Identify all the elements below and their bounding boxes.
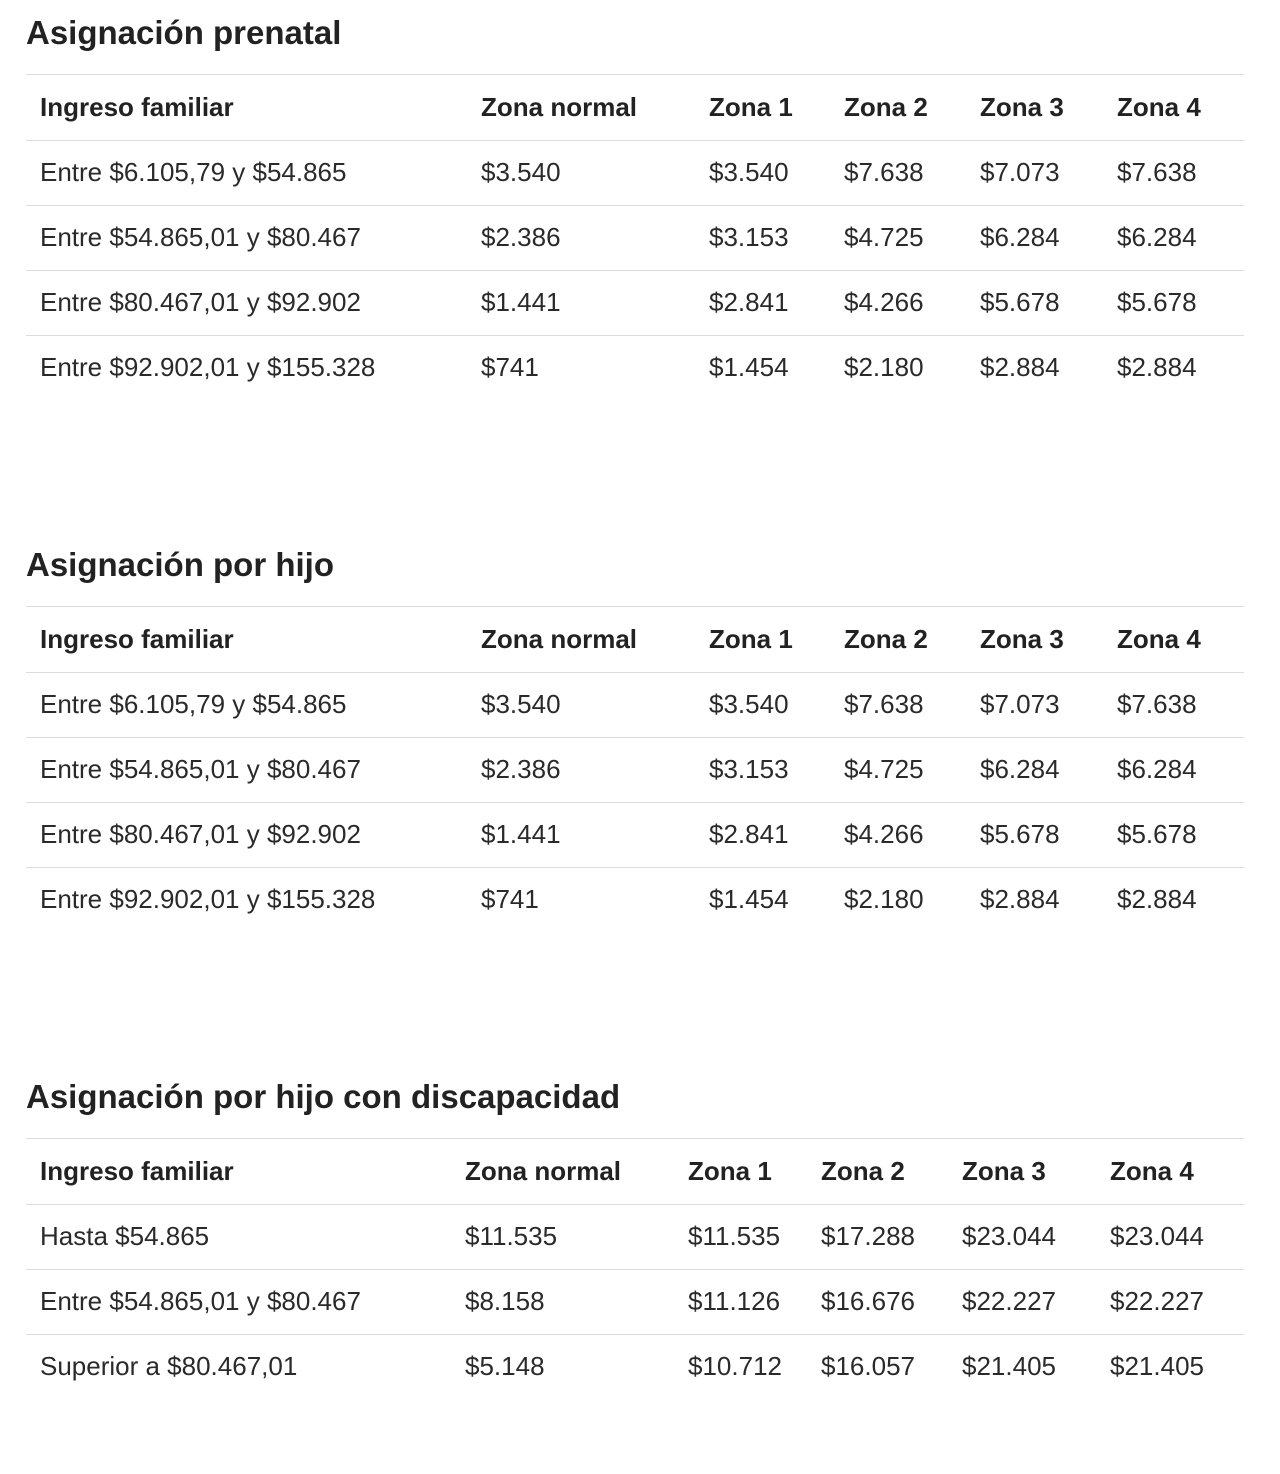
cell-zona-normal: $5.148 [465,1351,545,1382]
cell-zona-4: $5.678 [1103,270,1244,335]
cell-ingreso: Entre $54.865,01 y $80.467 [26,1269,451,1334]
cell-zona-4: $5.678 [1103,802,1244,867]
table-row [26,140,1244,205]
header-zona-3: Zona 3 [948,1139,1096,1204]
header-zona-3: Zona 3 [966,607,1103,672]
allowance-table [26,1139,1244,1399]
table-row [26,205,1244,270]
header-zona-1: Zona 1 [695,607,830,672]
cell-ingreso: Entre $54.865,01 y $80.467 [26,737,467,802]
cell-zona-2: $7.638 [830,140,966,205]
header-zona-1: Zona 1 [674,1139,807,1204]
table-row [26,270,1244,335]
cell-zona-1: $10.712 [688,1351,782,1382]
cell-zona-3: $6.284 [966,737,1103,802]
cell-zona-3: $2.884 [980,884,1060,915]
header-ingreso-familiar: Ingreso familiar [26,1139,451,1204]
cell-zona-4: $7.638 [1103,140,1244,205]
cell-zona-1: $3.540 [695,672,830,737]
cell-zona-1: $3.540 [695,140,830,205]
cell-ingreso: Entre $92.902,01 y $155.328 [40,884,376,915]
cell-zona-1: $2.841 [695,270,830,335]
header-zona-2: Zona 2 [807,1139,948,1204]
cell-zona-1: $2.841 [695,802,830,867]
table-row [26,1204,1244,1269]
cell-zona-normal: $3.540 [467,140,695,205]
table-row [26,1334,1244,1399]
cell-zona-3: $6.284 [966,205,1103,270]
header-zona-normal: Zona normal [467,75,695,140]
cell-zona-3: $5.678 [966,270,1103,335]
cell-zona-4: $2.884 [1117,352,1197,383]
table-row [26,802,1244,867]
cell-zona-4: $22.227 [1096,1269,1244,1334]
cell-zona-normal: $8.158 [451,1269,674,1334]
cell-ingreso: Entre $6.105,79 y $54.865 [26,140,467,205]
table-row [26,867,1244,932]
section-title: Asignación por hijo con discapacidad [26,1064,1244,1139]
header-ingreso-familiar: Ingreso familiar [26,607,467,672]
header-zona-2: Zona 2 [830,75,966,140]
cell-ingreso: Entre $6.105,79 y $54.865 [26,672,467,737]
allowance-table [26,607,1244,932]
header-zona-2: Zona 2 [830,607,966,672]
cell-zona-1: $3.153 [695,737,830,802]
cell-zona-normal: $1.441 [467,270,695,335]
cell-zona-4: $6.284 [1103,205,1244,270]
cell-zona-2: $4.725 [830,205,966,270]
cell-zona-2: $2.180 [844,884,924,915]
cell-zona-4: $2.884 [1117,884,1197,915]
cell-zona-3: $23.044 [948,1204,1096,1269]
allowance-table [26,75,1244,400]
cell-zona-normal: $741 [481,884,539,915]
cell-zona-4: $7.638 [1103,672,1244,737]
cell-zona-3: $7.073 [966,140,1103,205]
table-row [26,672,1244,737]
cell-zona-1: $1.454 [709,352,789,383]
cell-zona-2: $17.288 [807,1204,948,1269]
header-zona-normal: Zona normal [467,607,695,672]
cell-zona-3: $2.884 [980,352,1060,383]
header-zona-4: Zona 4 [1103,607,1244,672]
cell-zona-normal: $2.386 [467,205,695,270]
cell-zona-4: $6.284 [1103,737,1244,802]
cell-zona-2: $4.266 [830,270,966,335]
section-title: Asignación por hijo [26,532,1244,607]
cell-zona-2: $16.676 [807,1269,948,1334]
cell-zona-normal: $11.535 [451,1204,674,1269]
cell-zona-2: $4.725 [830,737,966,802]
section-asignacion-prenatal [26,0,1244,400]
header-zona-1: Zona 1 [695,75,830,140]
cell-zona-3: $21.405 [962,1351,1056,1382]
header-zona-4: Zona 4 [1096,1139,1244,1204]
section-asignacion-por-hijo-con-discapacidad [26,1064,1244,1399]
cell-ingreso: Entre $80.467,01 y $92.902 [26,802,467,867]
table-header-row [26,75,1244,140]
cell-zona-1: $11.126 [674,1269,807,1334]
cell-ingreso: Superior a $80.467,01 [40,1351,298,1382]
section-asignacion-por-hijo [26,532,1244,932]
cell-zona-4: $21.405 [1110,1351,1204,1382]
cell-zona-normal: $1.441 [467,802,695,867]
header-zona-3: Zona 3 [966,75,1103,140]
table-row [26,335,1244,400]
cell-ingreso: Entre $54.865,01 y $80.467 [26,205,467,270]
table-header-row [26,607,1244,672]
cell-zona-2: $16.057 [821,1351,915,1382]
cell-zona-2: $7.638 [830,672,966,737]
cell-zona-2: $2.180 [844,352,924,383]
header-ingreso-familiar: Ingreso familiar [26,75,467,140]
cell-zona-normal: $741 [481,352,539,383]
cell-zona-normal: $2.386 [467,737,695,802]
cell-zona-2: $4.266 [830,802,966,867]
cell-zona-1: $3.153 [695,205,830,270]
table-row [26,1269,1244,1334]
cell-zona-1: $1.454 [709,884,789,915]
cell-zona-1: $11.535 [674,1204,807,1269]
table-row [26,737,1244,802]
cell-zona-normal: $3.540 [467,672,695,737]
cell-zona-3: $5.678 [966,802,1103,867]
cell-zona-4: $23.044 [1096,1204,1244,1269]
table-header-row [26,1139,1244,1204]
cell-ingreso: Entre $92.902,01 y $155.328 [40,352,376,383]
cell-zona-3: $7.073 [966,672,1103,737]
header-zona-4: Zona 4 [1103,75,1244,140]
cell-ingreso: Entre $80.467,01 y $92.902 [26,270,467,335]
cell-ingreso: Hasta $54.865 [26,1204,451,1269]
section-title: Asignación prenatal [26,0,1244,75]
cell-zona-3: $22.227 [948,1269,1096,1334]
header-zona-normal: Zona normal [451,1139,674,1204]
